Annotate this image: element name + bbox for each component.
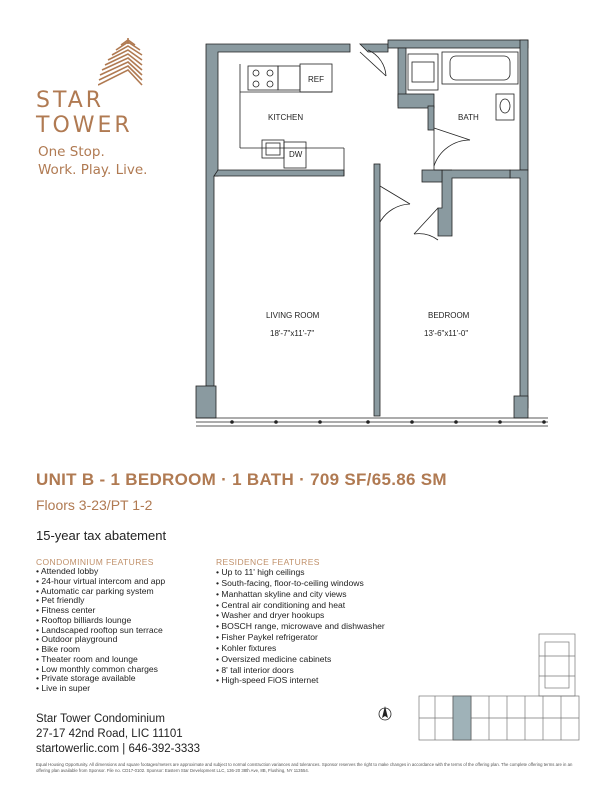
- contact-name: Star Tower Condominium: [36, 713, 165, 725]
- north-arrow-icon: [379, 706, 391, 720]
- list-item: • 24-hour virtual intercom and app: [36, 577, 165, 587]
- list-item: • 8' tall interior doors: [216, 665, 385, 676]
- condominium-features-list: [36, 567, 165, 694]
- list-item: • Central air conditioning and heat: [216, 600, 385, 611]
- list-item: • Low monthly common charges: [36, 665, 165, 675]
- brand-name-line1: STAR: [36, 88, 105, 113]
- unit-floors: Floors 3-23/PT 1-2: [36, 497, 153, 513]
- legal-disclaimer: Equal Housing Opportunity. All dimensions and square footages/meters are approximate and subject to normal construction variances and tolerances. Sponsor reserves the right to make changes in accordance with the terms of the offering plan. The complete offering terms are in an offering plan available from Sponsor. File no. CD17-0102. Sponsor: Eastern Star Development LLC, 136-20 38th Ave, 8B, Flushing, NY 113554.: [36, 762, 573, 773]
- list-item: • Washer and dryer hookups: [216, 610, 385, 621]
- list-item: • Kohler fixtures: [216, 643, 385, 654]
- list-item: • Automatic car parking system: [36, 587, 165, 597]
- list-item: • Manhattan skyline and city views: [216, 589, 385, 600]
- list-item: • Pet friendly: [36, 596, 165, 606]
- living-room-dimensions: 18'-7"x11'-7": [270, 329, 315, 338]
- bedroom-dimensions: 13'-6"x11'-0": [424, 329, 469, 338]
- brand-name-line2: TOWER: [36, 113, 133, 138]
- living-room-label: LIVING ROOM: [266, 311, 320, 320]
- tax-abatement: 15-year tax abatement: [36, 528, 167, 543]
- ref-label: REF: [308, 75, 324, 84]
- list-item: • Oversized medicine cabinets: [216, 654, 385, 665]
- key-plan-icon: [375, 628, 585, 748]
- list-item: • Bike room: [36, 645, 165, 655]
- list-item: • Landscaped rooftop sun terrace: [36, 626, 165, 636]
- list-item: • Outdoor playground: [36, 635, 165, 645]
- contact-web-phone[interactable]: startowerlic.com | 646-392-3333: [36, 743, 201, 755]
- list-item: • Live in super: [36, 684, 165, 694]
- unit-title: UNIT B - 1 BEDROOM · 1 BATH · 709 SF/65.86 SM: [36, 470, 447, 489]
- bedroom-label: BEDROOM: [428, 311, 470, 320]
- condominium-features-heading: CONDOMINIUM FEATURES: [36, 557, 154, 567]
- dishwasher-label: DW: [289, 150, 303, 159]
- list-item: • Theater room and lounge: [36, 655, 165, 665]
- bath-label: BATH: [458, 113, 479, 122]
- list-item: • High-speed FiOS internet: [216, 675, 385, 686]
- list-item: • Rooftop billiards lounge: [36, 616, 165, 626]
- list-item: • Attended lobby: [36, 567, 165, 577]
- floor-plan: [190, 36, 555, 436]
- list-item: • BOSCH range, microwave and dishwasher: [216, 621, 385, 632]
- list-item: • Fitness center: [36, 606, 165, 616]
- contact-address: 27-17 42nd Road, LIC 11101: [36, 728, 183, 740]
- list-item: • Private storage available: [36, 674, 165, 684]
- tagline-line1: One Stop.: [38, 144, 105, 160]
- star-tower-logo-icon: [98, 36, 144, 86]
- list-item: • Fisher Paykel refrigerator: [216, 632, 385, 643]
- list-item: • Up to 11' high ceilings: [216, 567, 385, 578]
- kitchen-label: KITCHEN: [268, 113, 304, 122]
- residence-features-list: [216, 567, 385, 686]
- residence-features-heading: RESIDENCE FEATURES: [216, 557, 320, 567]
- list-item: • South-facing, floor-to-ceiling windows: [216, 578, 385, 589]
- tagline-line2: Work. Play. Live.: [38, 162, 148, 178]
